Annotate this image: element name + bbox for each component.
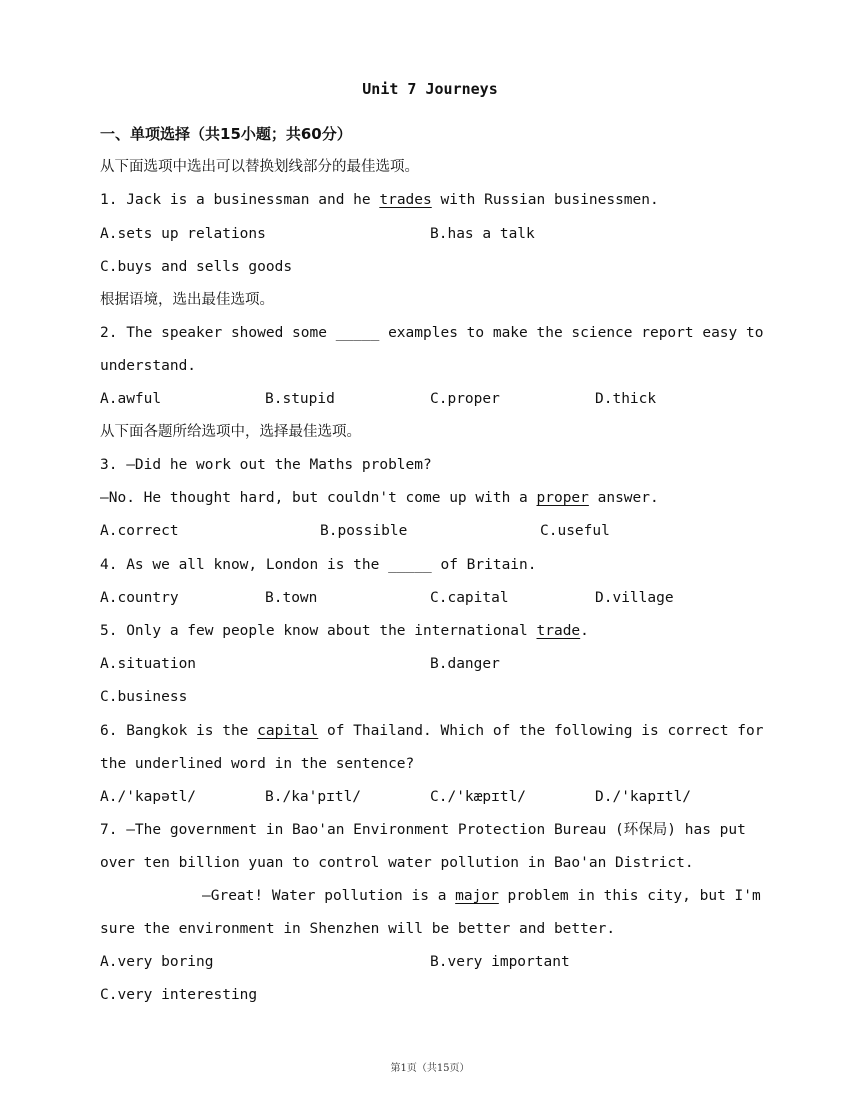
question-3-text-end: answer.: [588, 490, 659, 506]
underlined-word: capital: [257, 723, 319, 739]
instruction-b: 根据语境，选出最佳选项。: [100, 292, 274, 308]
question-2-line-2: understand.: [100, 358, 197, 374]
page-title: Unit 7 Journeys: [362, 80, 498, 98]
q2-option-a[interactable]: A.awful: [100, 391, 162, 407]
page-footer: 第1页（共15页）: [390, 1063, 470, 1074]
q1-option-c[interactable]: C.buys and sells goods: [100, 259, 293, 275]
underlined-word: proper: [536, 490, 589, 506]
q5-option-b[interactable]: B.danger: [430, 656, 500, 672]
q3-option-b[interactable]: B.possible: [320, 523, 408, 539]
q6-option-b[interactable]: B./ka'pɪtl/: [265, 789, 362, 805]
q2-option-d[interactable]: D.thick: [595, 391, 657, 407]
q1-option-b[interactable]: B.has a talk: [430, 226, 535, 242]
question-7-line-2: over ten billion yuan to control water pollution in Bao'an District.: [100, 855, 694, 871]
question-6-line-1: [100, 721, 763, 741]
question-5: [100, 621, 589, 641]
q4-option-b[interactable]: B.town: [265, 590, 318, 606]
question-3-text: —No. He thought hard, but couldn't come up with a: [100, 490, 537, 506]
question-7-line-1: 7. —The government in Bao'an Environment Protection Bureau (环保局) has put: [100, 822, 746, 838]
q6-option-d[interactable]: D./'kapɪtl/: [595, 789, 692, 805]
q6-option-c[interactable]: C./'kæpɪtl/: [430, 789, 527, 805]
question-5-text-end: .: [580, 623, 589, 639]
q7-option-b[interactable]: B.very important: [430, 954, 570, 970]
q2-option-b[interactable]: B.stupid: [265, 391, 335, 407]
q4-option-c[interactable]: C.capital: [430, 590, 509, 606]
underlined-word: trades: [379, 192, 432, 208]
question-6-text: 6. Bangkok is the: [100, 723, 258, 739]
underlined-word: trade: [536, 623, 581, 639]
question-1: [100, 190, 659, 210]
q7-option-a[interactable]: A.very boring: [100, 954, 214, 970]
instruction-a: 从下面选项中选出可以替换划线部分的最佳选项。: [100, 159, 419, 175]
q2-option-c[interactable]: C.proper: [430, 391, 500, 407]
q3-option-c[interactable]: C.useful: [540, 523, 610, 539]
q4-option-a[interactable]: A.country: [100, 590, 179, 606]
section-heading: 一、单项选择（共15小题；共60分）: [100, 125, 352, 143]
q1-option-a[interactable]: A.sets up relations: [100, 226, 266, 242]
question-7-text-end: problem in this city, but I'm: [498, 888, 761, 904]
instruction-c: 从下面各题所给选项中，选择最佳选项。: [100, 424, 361, 440]
q5-option-c[interactable]: C.business: [100, 689, 188, 705]
question-7-line-3: [202, 886, 761, 906]
q7-option-c[interactable]: C.very interesting: [100, 987, 258, 1003]
q5-option-a[interactable]: A.situation: [100, 656, 197, 672]
question-2-line-1: 2. The speaker showed some _____ examples to make the science report easy to: [100, 325, 764, 341]
question-6-line-2: the underlined word in the sentence?: [100, 756, 415, 772]
question-1-text: 1. Jack is a businessman and he: [100, 192, 380, 208]
question-6-text-end: of Thailand. Which of the following is correct for: [318, 723, 764, 739]
question-7-text: —Great! Water pollution is a: [202, 888, 456, 904]
q6-option-a[interactable]: A./'kapətl/: [100, 789, 197, 805]
question-1-text-end: with Russian businessmen.: [431, 192, 659, 208]
question-5-text: 5. Only a few people know about the international: [100, 623, 537, 639]
q4-option-d[interactable]: D.village: [595, 590, 674, 606]
question-3-line-2: [100, 488, 659, 508]
q3-option-a[interactable]: A.correct: [100, 523, 179, 539]
question-7-line-4: sure the environment in Shenzhen will be better and better.: [100, 921, 616, 937]
question-3-line-1: 3. —Did he work out the Maths problem?: [100, 457, 432, 473]
underlined-word: major: [455, 888, 499, 904]
question-4: 4. As we all know, London is the _____ of Britain.: [100, 557, 537, 573]
